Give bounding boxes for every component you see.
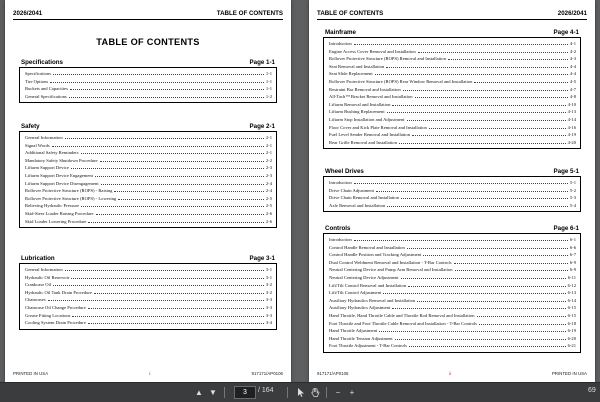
toc-entry-page: 2-3 xyxy=(265,172,272,178)
toc-entry[interactable] xyxy=(329,289,576,297)
toc-title: TABLE OF CONTENTS xyxy=(96,37,200,47)
toc-entry-page: 4-13 xyxy=(567,109,576,115)
dot-leader xyxy=(69,97,264,98)
dot-leader xyxy=(53,285,264,286)
dot-leader xyxy=(101,184,264,185)
dot-leader xyxy=(65,270,264,271)
toc-entry-title: Introduction xyxy=(329,237,352,242)
toc-section xyxy=(323,225,581,353)
toc-entry[interactable] xyxy=(329,259,576,267)
toc-entry[interactable] xyxy=(329,108,576,116)
toc-entry[interactable] xyxy=(25,319,272,327)
toc-entry[interactable] xyxy=(329,78,576,86)
toc-entry[interactable] xyxy=(25,157,272,165)
section-page: Page 4-1 xyxy=(553,29,579,36)
toc-entry[interactable] xyxy=(329,93,576,101)
toc-section xyxy=(323,168,581,212)
dot-leader xyxy=(81,153,264,154)
toc-entry-page: 6-19 xyxy=(567,328,576,334)
toc-entry[interactable] xyxy=(25,149,272,157)
footer-right: PRINTED IN USA xyxy=(551,371,587,376)
toc-entry[interactable] xyxy=(25,274,272,282)
toc-entry-title: Relieving Hydraulic Pressure xyxy=(25,203,80,209)
toc-entry-page: 6-1 xyxy=(569,237,576,242)
footer-page-number: ii xyxy=(449,371,452,376)
toc-entry-page: 2-4 xyxy=(265,180,272,186)
page-header xyxy=(317,10,587,17)
toc-entry[interactable] xyxy=(25,281,272,289)
section-page: Page 5-1 xyxy=(553,168,579,175)
dot-leader xyxy=(71,278,263,279)
header-left: 2026/2041 xyxy=(13,10,43,17)
zoom-level[interactable]: 69 xyxy=(588,387,596,394)
toc-entry-page: 6-20 xyxy=(567,335,576,341)
toc-entry-page: 2-5 xyxy=(265,195,272,201)
toc-entry-page: 1-1 xyxy=(265,71,272,76)
toc-entry[interactable] xyxy=(329,202,576,210)
toc-entry-page: 6-12 xyxy=(567,282,576,288)
toc-entry-title: Control Handle Removal and Installation xyxy=(329,244,405,250)
dot-leader xyxy=(383,293,565,294)
toc-entry-page: 3-3 xyxy=(265,312,272,318)
footer-right: 917171/AP0106 xyxy=(251,371,283,376)
toc-entry-page: 6-6 xyxy=(569,244,576,250)
toc-entry-title: Lift/Tilt Control Adjustment xyxy=(329,290,382,296)
header-rule xyxy=(317,19,587,20)
toc-entry-page: 6-15 xyxy=(567,305,576,311)
toc-entry-title: Cooling System Drain Procedure xyxy=(25,320,86,326)
toc-entry[interactable] xyxy=(25,266,272,274)
toc-entry[interactable] xyxy=(329,304,576,312)
page-total-label: / 164 xyxy=(258,387,274,394)
toc-entry-title: Chaincase Oil Change Procedure xyxy=(25,304,86,310)
toc-entry-title: Rollover Protective Structure (ROPS) Rear Window Removal and Installation xyxy=(329,78,473,84)
toc-entry-title: Rollover Protective Structure (ROPS) Removal and Installation xyxy=(329,56,446,62)
dot-leader xyxy=(53,74,264,75)
nav-up-icon[interactable]: ▲ xyxy=(195,387,203,397)
header-left: TABLE OF CONTENTS xyxy=(317,10,384,17)
toc-entry-page: 2-1 xyxy=(265,150,272,156)
toc-entry[interactable] xyxy=(329,40,576,48)
toc-entry-title: Neutral Centering Device and Pump Arm Removal and Installation xyxy=(329,267,453,273)
dot-leader xyxy=(88,308,264,309)
toc-entry-title: Signal Words xyxy=(25,142,50,148)
toc-entry[interactable] xyxy=(25,296,272,304)
toc-entry[interactable] xyxy=(25,180,272,188)
dot-leader xyxy=(71,168,264,169)
toc-entry-page: 3-2 xyxy=(265,282,272,288)
toc-section xyxy=(19,255,277,330)
toc-entry-title: Hand Throttle, Hand Throttle Cable and Throttle Rod Removal and Installation xyxy=(329,312,475,318)
section-page: Page 6-1 xyxy=(553,225,579,232)
toc-entry-page: 6-9 xyxy=(569,267,576,273)
toc-entry-title: Grease Fitting Locations xyxy=(25,312,71,318)
toc-entry[interactable] xyxy=(25,172,272,180)
dot-leader xyxy=(118,199,264,200)
toc-entry-title: Hydraulic Oil Tank Drain Procedure xyxy=(25,289,92,295)
dot-leader xyxy=(114,191,263,192)
dot-leader xyxy=(65,138,264,139)
dot-leader xyxy=(399,143,566,144)
toc-entry[interactable] xyxy=(25,304,272,312)
toc-entry-page: 2-4 xyxy=(265,188,272,194)
toc-entry[interactable] xyxy=(329,139,576,147)
toc-entry[interactable] xyxy=(25,134,272,142)
dot-leader xyxy=(354,240,568,241)
dot-leader xyxy=(415,97,568,98)
toc-entry-page: 5-4 xyxy=(569,202,576,208)
toc-entry[interactable] xyxy=(329,101,576,109)
toc-entry-title: Liftarm Support Device Engagement xyxy=(25,172,93,178)
dot-leader xyxy=(429,128,566,129)
section-page: Page 3-1 xyxy=(249,255,275,262)
toc-entry[interactable] xyxy=(329,251,576,259)
toc-entry-list xyxy=(323,38,581,149)
toc-entry[interactable] xyxy=(329,86,576,94)
select-arrow-icon[interactable] xyxy=(295,386,307,398)
section-heading xyxy=(323,225,581,234)
dot-leader xyxy=(88,323,264,324)
toc-entry-title: Lift/Tilt Control Removal and Installation xyxy=(329,282,407,288)
zoom-out-icon[interactable]: − xyxy=(335,387,341,397)
dot-leader xyxy=(474,82,567,83)
dot-leader xyxy=(423,255,568,256)
dot-leader xyxy=(375,74,568,75)
section-title: Safety xyxy=(21,123,40,130)
toc-entry[interactable] xyxy=(25,210,272,218)
header-rule xyxy=(13,19,283,20)
toc-entry-title: Specifications xyxy=(25,71,52,76)
toc-entry[interactable] xyxy=(329,297,576,305)
toc-entry-page: 4-8 xyxy=(569,94,576,100)
toc-entry-page: 4-10 xyxy=(567,101,576,107)
page-number-input[interactable]: 3 xyxy=(234,386,256,399)
section-heading xyxy=(323,29,581,38)
dot-leader xyxy=(100,161,264,162)
toc-section xyxy=(19,59,277,103)
toc-entry-list xyxy=(19,68,277,103)
toc-entry-page: 2-6 xyxy=(265,210,272,216)
toc-entry-list xyxy=(323,177,581,212)
toc-entry-page: 4-2 xyxy=(569,48,576,54)
toc-entry-page: 4-3 xyxy=(569,56,576,62)
toc-entry-page: 6-18 xyxy=(567,320,576,326)
dot-leader xyxy=(479,324,566,325)
header-right: 2026/2041 xyxy=(557,10,587,17)
toc-entry-title: Liftarm Bushing Replacement xyxy=(329,109,385,115)
toc-entry-page: 1-1 xyxy=(265,78,272,84)
header-right: TABLE OF CONTENTS xyxy=(216,10,283,17)
toc-entry-page: 4-14 xyxy=(567,116,576,122)
toc-entry-title: Neutral Centering Device Adjustment xyxy=(329,274,399,280)
toc-entry-list xyxy=(19,264,277,330)
toc-entry-title: General Information xyxy=(25,135,63,140)
toc-entry-page: 4-4 xyxy=(569,63,576,69)
toc-entry[interactable] xyxy=(329,48,576,56)
section-heading xyxy=(19,59,277,68)
dot-leader xyxy=(403,90,568,91)
section-heading xyxy=(19,123,277,132)
dot-leader xyxy=(477,316,566,317)
toc-entry-title: Drive Chain Removal and Installation xyxy=(329,195,399,201)
dot-leader xyxy=(379,331,565,332)
nav-down-icon[interactable]: ▼ xyxy=(209,387,217,397)
document-page-left xyxy=(5,0,291,382)
toc-entry[interactable] xyxy=(329,70,576,78)
toc-entry-page: 5-3 xyxy=(569,195,576,201)
dot-leader xyxy=(408,286,565,287)
toc-entry-title: Foot Throttle Adjustment - T-Bar Controls xyxy=(329,343,407,349)
dot-leader xyxy=(48,300,264,301)
section-title: Specifications xyxy=(21,59,63,66)
hand-tool-icon[interactable] xyxy=(309,386,321,398)
dot-leader xyxy=(412,135,566,136)
toc-entry[interactable] xyxy=(329,187,576,195)
toc-entry[interactable] xyxy=(329,282,576,290)
toc-entry-title: Hydraulic Oil Reservoir xyxy=(25,274,70,280)
dot-leader xyxy=(392,308,565,309)
toc-entry-page: 4-4 xyxy=(569,71,576,77)
dot-leader xyxy=(81,206,264,207)
toc-entry[interactable] xyxy=(329,327,576,335)
toc-entry-title: Introduction xyxy=(329,180,352,185)
footer-left: PRINTED IN USA xyxy=(13,371,49,376)
toc-entry[interactable] xyxy=(25,187,272,195)
toc-entry-title: All-Tach™ Bracket Removal and Installation xyxy=(329,94,413,100)
zoom-in-icon[interactable]: + xyxy=(349,387,355,397)
toc-entry-page: 2-2 xyxy=(265,157,272,163)
toc-entry-title: General Information xyxy=(25,267,63,272)
toc-entry[interactable] xyxy=(25,142,272,150)
section-heading xyxy=(323,168,581,177)
toc-entry[interactable] xyxy=(329,116,576,124)
toc-entry-title: General Specifications xyxy=(25,93,67,99)
toc-entry-page: 4-1 xyxy=(569,41,576,46)
dot-leader xyxy=(417,301,565,302)
dot-leader xyxy=(455,270,568,271)
toc-entry-title: Seat Removal and Installation xyxy=(329,63,385,69)
toc-entry-page: 4-7 xyxy=(569,86,576,92)
dot-leader xyxy=(387,112,566,113)
toc-entry[interactable] xyxy=(329,179,576,187)
toc-entry-title: Foot Throttle and Foot Throttle Cable Removal and Installation - T-Bar Controls xyxy=(329,320,477,326)
toc-entry-title: Drive Chain Adjustment xyxy=(329,187,374,193)
toc-entry-page: 6-13 xyxy=(567,290,576,296)
section-title: Controls xyxy=(325,225,351,232)
toc-entry-page: 2-1 xyxy=(265,135,272,140)
dot-leader xyxy=(72,316,263,317)
toc-entry-page: 3-1 xyxy=(265,267,272,272)
toc-entry[interactable] xyxy=(25,93,272,101)
section-page: Page 2-1 xyxy=(249,123,275,130)
dot-leader xyxy=(354,183,568,184)
toc-entry-page: 5-2 xyxy=(569,187,576,193)
dot-leader xyxy=(401,278,566,279)
toc-entry-page: 3-2 xyxy=(265,289,272,295)
toc-entry-page: 6-21 xyxy=(567,343,576,349)
toc-entry-title: Rear Grille Removal and Installation xyxy=(329,139,397,145)
toc-entry-page: 4-16 xyxy=(567,124,576,130)
dot-leader xyxy=(407,248,568,249)
toc-entry-title: Control Handle Position and Tracking Adjustment xyxy=(329,252,422,258)
toc-entry[interactable] xyxy=(329,236,576,244)
toc-entry-title: Auxiliary Hydraulics Removal and Installation xyxy=(329,297,416,303)
section-title: Wheel Drives xyxy=(325,168,364,175)
toc-entry-page: 1-1 xyxy=(265,86,272,92)
toc-entry[interactable] xyxy=(25,202,272,210)
toc-entry[interactable] xyxy=(329,55,576,63)
toc-entry-page: 3-1 xyxy=(265,274,272,280)
toc-entry-page: 5-1 xyxy=(569,180,576,185)
dot-leader xyxy=(409,346,566,347)
dot-leader xyxy=(418,52,568,53)
toc-entry-page: 2-6 xyxy=(265,218,272,224)
section-title: Lubrication xyxy=(21,255,55,262)
toc-entry-title: Skid Loader Lowering Procedure xyxy=(25,218,87,224)
toc-entry[interactable] xyxy=(25,85,272,93)
toc-entry[interactable] xyxy=(329,335,576,343)
toc-section xyxy=(19,123,277,228)
toc-entry-title: Rollover Protective Structure (ROPS) - Lowering xyxy=(25,195,117,201)
page-header xyxy=(13,10,283,17)
toc-entry-title: Liftarm Stop Installation and Adjustment xyxy=(329,116,405,122)
toc-entry-title: Liftarm Support Device Disengagement xyxy=(25,180,99,186)
toc-entry-page: 3-3 xyxy=(265,297,272,303)
toc-entry-page: 6-7 xyxy=(569,252,576,258)
dot-leader xyxy=(354,44,568,45)
toc-entry-page: 3-3 xyxy=(265,304,272,310)
toc-entry-title: Tire Options xyxy=(25,78,49,84)
toc-entry-page: 6-11 xyxy=(567,274,576,280)
dot-leader xyxy=(407,120,566,121)
toc-entry-list xyxy=(323,234,581,353)
toc-entry-title: Skid-Steer Loader Raising Procedure xyxy=(25,210,94,216)
toc-entry-page: 4-19 xyxy=(567,132,576,138)
toc-entry-page: 4-5 xyxy=(569,78,576,84)
toc-entry-title: Seat Slide Replacement xyxy=(329,71,373,77)
dot-leader xyxy=(448,59,568,60)
toc-entry-page: 6-9 xyxy=(569,259,576,265)
toc-entry-title: Auxiliary Hydraulics Adjustment xyxy=(329,305,391,311)
toc-entry[interactable] xyxy=(329,63,576,71)
toc-entry-page: 2-1 xyxy=(265,142,272,148)
dot-leader xyxy=(454,263,568,264)
toc-entry-title: Liftarm Support Device xyxy=(25,165,69,171)
dot-leader xyxy=(395,339,566,340)
toc-entry-page: 6-14 xyxy=(567,297,576,303)
toc-entry-title: Additional Safety Reminders xyxy=(25,150,79,156)
toc-entry-title: Introduction xyxy=(329,41,352,46)
toc-entry-title: Restraint Bar Removal and Installation xyxy=(329,86,401,92)
dot-leader xyxy=(401,198,568,199)
toolbar-divider xyxy=(224,387,225,398)
toc-entry[interactable] xyxy=(329,244,576,252)
toc-entry-page: 3-4 xyxy=(265,320,272,326)
dot-leader xyxy=(94,293,264,294)
toc-entry-page: 6-15 xyxy=(567,312,576,318)
toc-entry[interactable] xyxy=(25,289,272,297)
toc-entry[interactable] xyxy=(25,218,272,226)
toc-entry-title: Buckets and Capacities xyxy=(25,86,68,92)
toc-entry[interactable] xyxy=(25,195,272,203)
footer-page-number: i xyxy=(149,371,151,376)
toc-section xyxy=(323,29,581,149)
toc-entry[interactable] xyxy=(329,131,576,139)
toc-entry-title: Rollover Protective Structure (ROPS) - Raising xyxy=(25,188,113,194)
dot-leader xyxy=(88,222,264,223)
document-page-right xyxy=(309,0,595,382)
toc-entry[interactable] xyxy=(329,266,576,274)
dot-leader xyxy=(70,89,264,90)
page-footer xyxy=(317,371,587,376)
footer-left: 917171/AP0106 xyxy=(317,371,349,376)
toc-entry-title: Mandatory Safety Shutdown Procedure xyxy=(25,157,98,163)
dot-leader xyxy=(50,82,264,83)
toc-entry-page: 2-5 xyxy=(265,203,272,209)
pdf-viewer-toolbar xyxy=(0,382,600,402)
toc-entry[interactable] xyxy=(329,194,576,202)
toc-entry-page: 2-3 xyxy=(265,165,272,171)
page-footer xyxy=(13,371,283,376)
toc-entry-title: Dual Control Weldment Removal and Installation - T-Bar Controls xyxy=(329,259,452,265)
toc-entry-title: Crankcase Oil xyxy=(25,282,52,288)
toolbar-divider xyxy=(326,387,327,398)
toc-entry-title: Fuel Level Sender Removal and Installation xyxy=(329,132,411,138)
section-page: Page 1-1 xyxy=(249,59,275,66)
toc-entry-title: Engine Access Cover Removal and Installation xyxy=(329,48,416,54)
dot-leader xyxy=(96,214,264,215)
section-heading xyxy=(19,255,277,264)
toc-entry[interactable] xyxy=(329,342,576,350)
toc-entry-title: Chaincases xyxy=(25,297,46,303)
toc-entry[interactable] xyxy=(329,320,576,328)
toc-entry-title: Liftarm Removal and Installation xyxy=(329,101,391,107)
toc-entry[interactable] xyxy=(329,124,576,132)
toc-entry-title: Hand Throttle Tension Adjustment xyxy=(329,335,393,341)
dot-leader xyxy=(95,176,264,177)
dot-leader xyxy=(392,105,565,106)
dot-leader xyxy=(387,206,568,207)
toc-entry-title: Axle Removal and Installation xyxy=(329,202,386,208)
toc-entry-list xyxy=(19,132,277,228)
toc-entry-title: Floor Cover and Kick Plate Removal and Installation xyxy=(329,124,427,130)
toc-entry[interactable] xyxy=(329,274,576,282)
toc-entry[interactable] xyxy=(329,312,576,320)
toc-entry-title: Hand Throttle Adjustment xyxy=(329,328,378,334)
toc-entry[interactable] xyxy=(25,78,272,86)
toc-entry[interactable] xyxy=(25,164,272,172)
toc-entry[interactable] xyxy=(25,70,272,78)
toc-entry-page: 1-2 xyxy=(265,93,272,99)
dot-leader xyxy=(376,191,568,192)
toc-entry-page: 4-20 xyxy=(567,139,576,145)
dot-leader xyxy=(386,67,568,68)
toolbar-divider xyxy=(287,387,288,398)
dot-leader xyxy=(52,146,264,147)
section-title: Mainframe xyxy=(325,29,356,36)
toc-entry[interactable] xyxy=(25,312,272,320)
